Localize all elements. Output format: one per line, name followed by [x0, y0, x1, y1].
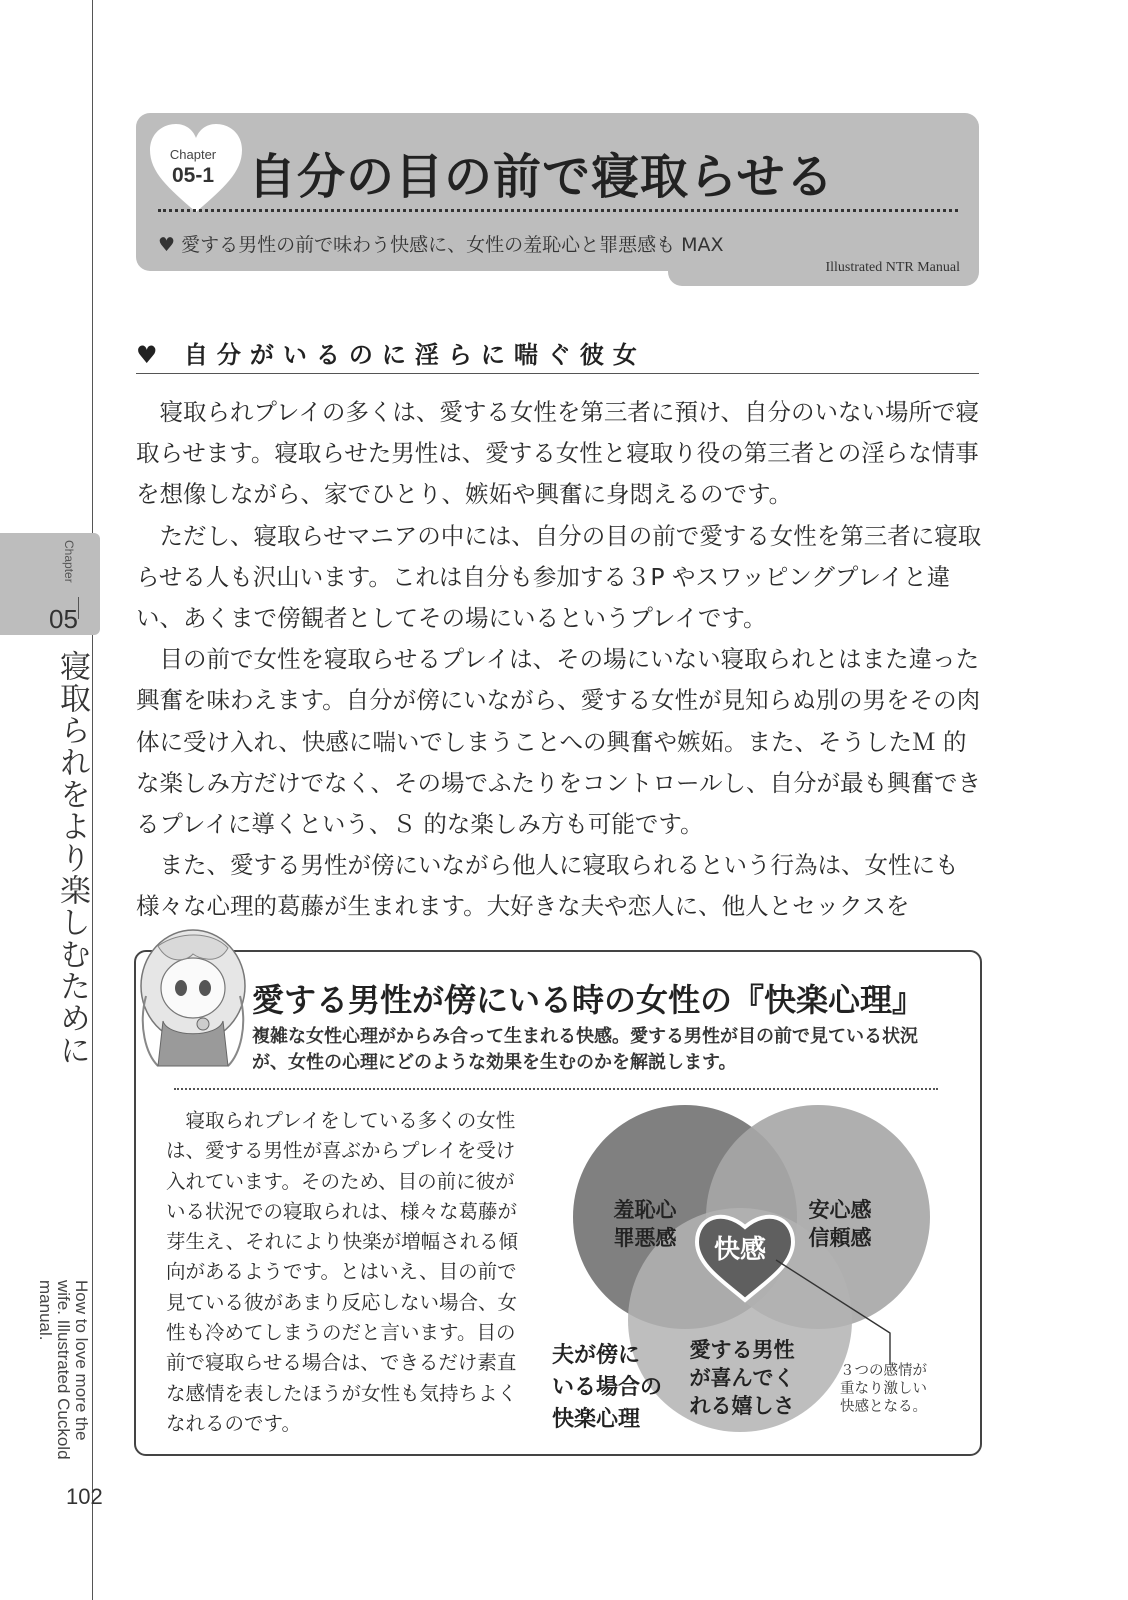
margin-rule	[92, 0, 93, 1600]
tab-chapter-number: 05	[49, 604, 78, 634]
girl-illustration-icon	[128, 926, 258, 1076]
body-text	[136, 392, 984, 928]
venn-caption: 夫が傍に いる場合の 快楽心理	[552, 1343, 663, 1432]
side-section-title: 寝取られをより楽しむために	[54, 650, 90, 1066]
tab-chapter-label: Chapter	[62, 540, 76, 583]
badge-chapter-number: 05-1	[171, 164, 215, 187]
venn-note: ３つの感情が 重なり激しい 快感となる。	[840, 1363, 927, 1415]
tab-divider	[78, 597, 79, 619]
body-paragraph: 寝取られプレイの多くは、愛する女性を第三者に預け、自分のいない場所で寝取らせます。寝取らせた男性は、愛する女性と寝取り役の第三者との淫らな情事を想像しながら、家でひとり、嫉妬や興奮に身悶えるのです。	[136, 398, 979, 509]
header-credit: Illustrated NTR Manual	[825, 260, 960, 275]
body-paragraph: ただし、寝取らせマニアの中には、自分の目の前で愛する女性を第三者に寝取らせる人も沢山います。これは自分も参加する３P やスワッピングプレイと違い、あくまで傍観者としてその場にいるというプレイです。	[136, 521, 982, 633]
section-rule	[136, 373, 979, 374]
callout-dotted-divider	[174, 1088, 938, 1090]
callout-body-text: 寝取られプレイをしている多くの女性は、愛する男性が喜ぶからプレイを受け入れています。そのため、目の前に彼がいる状況での寝取られは、様々な葛藤が芽生え、それにより快楽が増幅される傾向があるようです。とはいえ、目の前で見ている彼があまり反応しない場合、女性も冷めてしまうのだと言います。目の前で寝取らせる場合は、できるだけ素直な感情を表したほうが女性も気持ちよくなれるのです。	[166, 1109, 519, 1435]
page-number: 102	[66, 1484, 103, 1509]
section-heading: ♥ 自分がいるのに淫らに喘ぐ彼女	[136, 341, 646, 369]
body-paragraph: 目の前で女性を寝取らせるプレイは、その場にいない寝取られとはまた違った興奮を味わえます。自分が傍にいながら、愛する女性が見知らぬ別の男をその肉体に受け入れ、快感に喘いでしまうことへの興奮や嫉妬。また、そうしたＭ 的な楽しみ方だけでなく、その場でふたりをコントロールし、自分が最も興奮できるプレイに導くという、Ｓ 的な楽しみ方も可能です。	[136, 645, 982, 839]
chapter-title: 自分の目の前で寝取らせる	[248, 149, 835, 205]
badge-chapter-label: Chapter	[169, 147, 217, 162]
header-dotted-divider	[158, 209, 958, 212]
callout-lead: 複雑な女性心理がからみ合って生まれる快感。愛する男性が目の前で見ている状況が、女性の心理にどのような効果を生むのかを解説します。	[252, 1026, 918, 1073]
side-english-title: How to love more the wife. Illustrated Cuckold manual.	[36, 1280, 91, 1460]
venn-label-right: 安心感 信頼感	[808, 1198, 872, 1250]
venn-label-left: 羞恥心 罪悪感	[613, 1198, 677, 1250]
body-paragraph: また、愛する男性が傍にいながら他人に寝取られるという行為は、女性にも様々な心理的葛藤が生まれます。大好きな夫や恋人に、他人とセックスを	[136, 851, 959, 921]
chapter-subtitle: ♥ 愛する男性の前で味わう快感に、女性の羞恥心と罪悪感も MAX	[158, 234, 724, 256]
venn-label-center: 快感	[713, 1235, 766, 1265]
callout-title: 愛する男性が傍にいる時の女性の『快楽心理』	[252, 981, 925, 1019]
venn-label-bottom: 愛する男性 が喜んでく れる嬉しさ	[689, 1338, 795, 1418]
